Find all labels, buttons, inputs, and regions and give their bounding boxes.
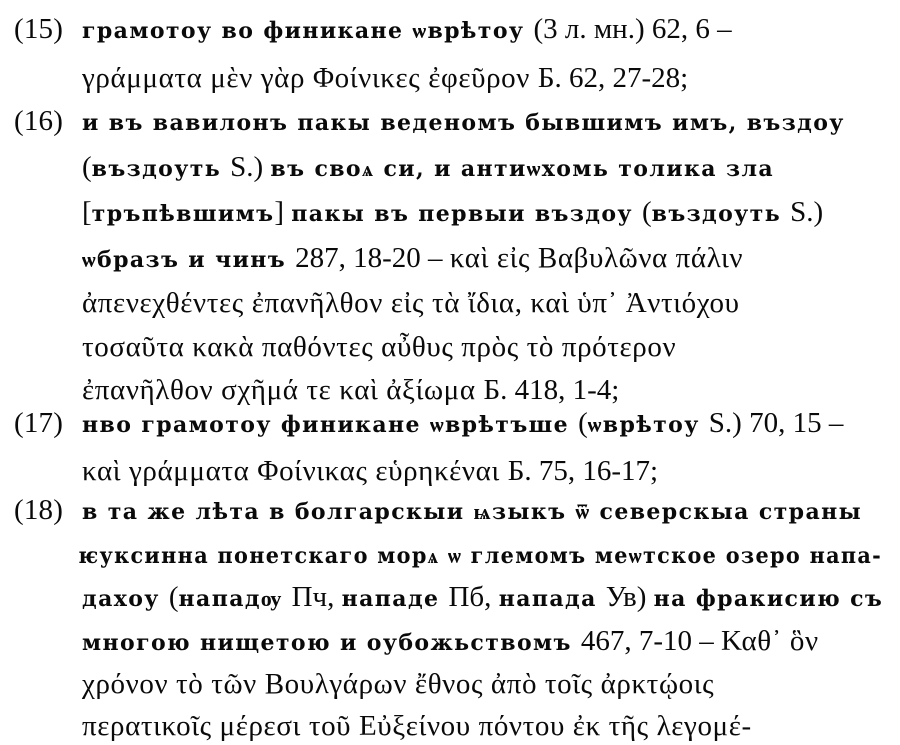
greek-text: ἐπανῆλθον σχῆμά τε καὶ ἀξίωμα (82, 374, 484, 406)
slavonic-text: ѡбразъ и чинъ (82, 246, 296, 273)
text-line (14, 621, 886, 665)
entry-18 (14, 490, 886, 745)
reference-text: 287, 18-20 – (295, 241, 450, 274)
slavonic-text: въ своѧ си, и антиѡхомь толика зла (270, 155, 775, 182)
slavonic-text: на фракисию съ (653, 586, 884, 612)
reference-text: Пб, (448, 581, 499, 613)
text-line (14, 664, 886, 706)
reference-text: Ув) (605, 581, 654, 613)
text-line (14, 146, 886, 192)
text-line (14, 400, 886, 448)
reference-text: S.) (230, 150, 271, 183)
text-line (14, 55, 886, 102)
text-line (14, 577, 886, 621)
text-line (14, 282, 886, 326)
reference-text: ( (168, 581, 179, 613)
entry-17 (14, 400, 886, 494)
greek-text: ἀπενεχθέντες ἐπανῆλθον εἰς τὰ ἴδια, καὶ ὑπ᾽ Ἀντιόχου (82, 287, 740, 319)
slavonic-text: пакы въ первыи въздоу (291, 201, 642, 227)
reference-text: Б. 418, 1-4; (483, 374, 620, 406)
greek-text: Καθ᾽ ὃν (721, 624, 819, 657)
slavonic-text: напада (498, 586, 606, 612)
slavonic-text: в та же лѣта в болгарскыи ѩзыкъ ѿ северскыа страны (82, 499, 863, 525)
slavonic-text: нападѹ (178, 586, 292, 612)
slavonic-text: нападе (341, 586, 449, 612)
reference-text: (3 л. мн.) 62, 6 – (533, 13, 732, 45)
reference-text: 467, 7-10 – (580, 624, 722, 657)
entry-number: (16) (14, 105, 64, 137)
reference-text: Б. 75, 16-17; (507, 455, 659, 487)
reference-text: ] (274, 196, 292, 228)
reference-text: ( (641, 196, 652, 228)
entry-body (14, 400, 886, 494)
slavonic-text: въздоуть (651, 201, 791, 227)
greek-text: χρόνον τὸ τῶν Βουλγάρων ἔθνος ἀπὸ τοῖς ἀρκτῴοις (82, 668, 715, 700)
text-line (14, 191, 886, 237)
slavonic-text: нво грамотоу финикане ѡврѣтъше (82, 412, 579, 438)
slavonic-text: ѡврѣтоу (587, 412, 709, 438)
slavonic-text: дахоу (82, 586, 169, 612)
entry-16 (14, 100, 886, 413)
slavonic-text: ѥуксинна понетскаго морѧ ѡ глемомъ меѡтское озеро напа- (78, 542, 883, 569)
text-line (14, 490, 886, 534)
entry-15 (14, 6, 886, 102)
slavonic-text: тръпѣвшимъ (91, 201, 275, 227)
greek-text: καὶ γράμματα Φοίνικας εὑρηκέναι (82, 455, 508, 487)
slavonic-text: многою нищетою и оубожьствомъ (82, 629, 581, 656)
slavonic-text: грамотоу во финикане ѡврѣтоу (82, 18, 534, 44)
slavonic-text: въздоуть (91, 155, 231, 182)
greek-text: τοσαῦτα κακὰ παθόντες αὖθυς πρὸς τὸ πρότερον (82, 330, 677, 363)
entry-body (14, 490, 886, 745)
reference-text: S.) (790, 196, 824, 228)
reference-text: S.) 70, 15 – (708, 407, 844, 439)
text-line (14, 448, 886, 494)
entry-number: (15) (14, 13, 64, 45)
text-line (14, 534, 883, 578)
text-line (14, 237, 886, 283)
greek-text: περατικοῖς μέρεσι τοῦ Εὐξείνου πόντου ἐκ τῆς λεγομέ- (82, 709, 752, 742)
greek-text: καὶ εἰς Βαβυλῶνα πάλιν (449, 241, 744, 274)
greek-text: γράμματα μὲν γὰρ Φοίνικες ἐφεῦρον (82, 62, 538, 94)
entry-number: (18) (14, 494, 64, 526)
entry-number: (17) (14, 407, 64, 439)
slavonic-text: и въ вавилонъ пакы веденомъ бывшимъ имъ, въздоу (82, 110, 845, 136)
entry-body (14, 6, 886, 102)
text-line (14, 706, 886, 745)
reference-text: [ (82, 196, 92, 228)
reference-text: ( (578, 407, 588, 439)
entry-body (14, 100, 886, 413)
reference-text: Пч, (291, 581, 342, 613)
reference-text: Б. 62, 27-28; (537, 62, 689, 94)
text-line (14, 100, 886, 146)
reference-text: ( (82, 150, 92, 183)
text-line (14, 6, 886, 55)
text-line (14, 326, 886, 370)
